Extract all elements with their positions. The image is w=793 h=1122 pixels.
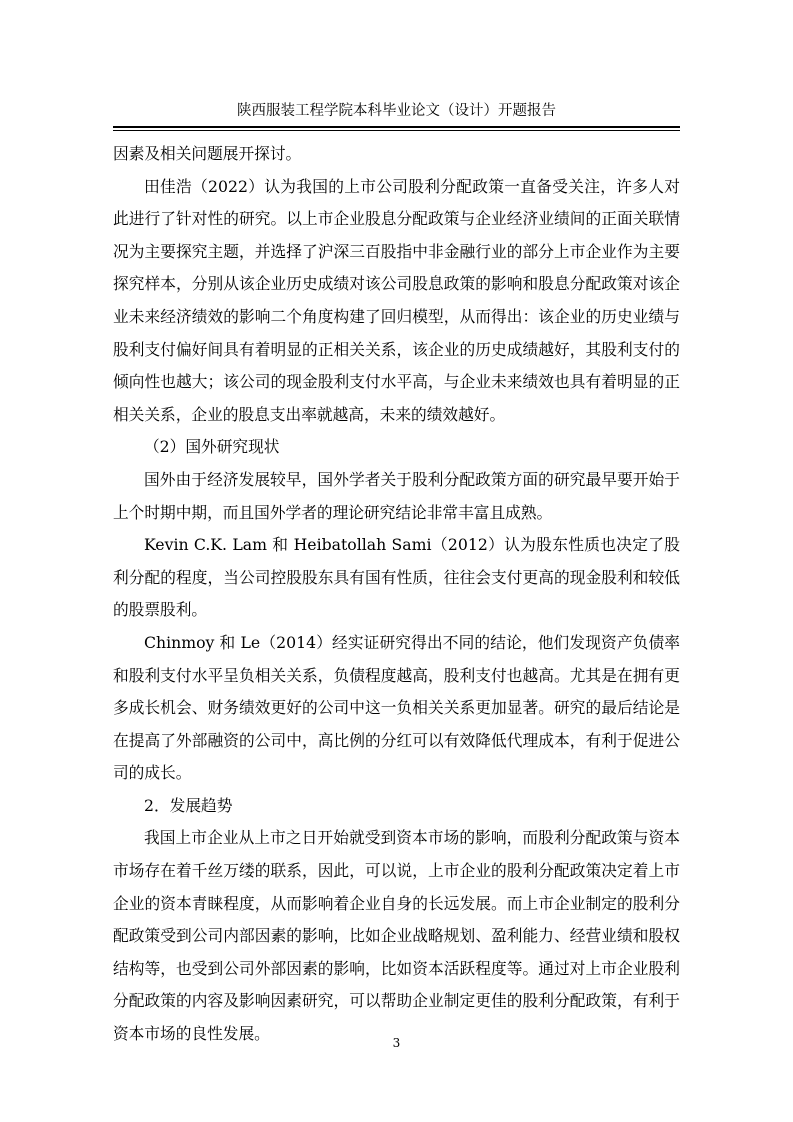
paragraph-continuation: 因素及相关问题展开探讨。 bbox=[113, 144, 302, 163]
section-heading-development-trend: 2．发展趋势 bbox=[144, 795, 233, 815]
section-heading-foreign-research: （2）国外研究现状 bbox=[144, 437, 280, 457]
page-number: 3 bbox=[392, 1036, 401, 1050]
paragraph-development-trend: 我国上市企业从上市之日开始就受到资本市场的影响，而股利分配政策与资本市场存在着千丝万缕的联系，因此，可以说，上市企业的股利分配政策决定着上市企业的资本青睐程度，从而影响着企业自身的长远发展。而上市企业制定的股利分配政策受到公司内部因素的影响，比如企业战略规划、盈利能力、经营业绩和股权结构等，也受到公司外部因素的影响，比如资本活跃程度等。通过对上市企业股利分配政策的内容及影响因素研究，可以帮助企业制定更佳的股利分配政策，有利于资本市场的良性发展。 bbox=[113, 828, 680, 1044]
paragraph-chinmoy-le: Chinmoy 和 Le（2014）经实证研究得出不同的结论，他们发现资产负债率和股利支付水平呈负相关关系，负债程度越高，股利支付也越高。尤其是在拥有更多成长机会、财务绩效更好的公司中这一负相关关系更加显著。研究的最后结论是在提高了外部融资的公司中，高比例的分红可以有效降低代理成本，有利于促进公司的成长。 bbox=[113, 632, 680, 783]
paragraph-tian-jiahao: 田佳浩（2022）认为我国的上市公司股利分配政策一直备受关注，许多人对此进行了针对性的研究。以上市企业股息分配政策与企业经济业绩间的正面关联情况为主要探究主题，并选择了沪深三百股指中非金融行业的部分上市企业作为主要探究样本，分别从该企业历史成绩对该公司股息政策的影响和股息分配政策对该企业未来经济绩效的影响二个角度构建了回归模型，从而得出：该企业的历史业绩与股利支付偏好间具有着明显的正相关关系，该企业的历史成绩越好，其股利支付的倾向性也越大；该公司的现金股利支付水平高，与企业未来绩效也具有着明显的正相关关系，企业的股息支出率就越高，未来的绩效越好。 bbox=[113, 176, 680, 424]
page-header: 陕西服装工程学院本科毕业论文（设计）开题报告 bbox=[237, 103, 556, 119]
header-rule-thin bbox=[113, 130, 680, 131]
header-rule-thick bbox=[113, 126, 680, 128]
document-body bbox=[113, 138, 680, 1051]
paragraph-lam-sami: Kevin C.K. Lam 和 Heibatollah Sami（2012）认为股东性质也决定了股利分配的程度，当公司控股股东具有国有性质，往往会支付更高的现金股利和较低的股票股利。 bbox=[113, 535, 680, 620]
paragraph-foreign-overview: 国外由于经济发展较早，国外学者关于股利分配政策方面的研究最早要开始于上个时期中期，而且国外学者的理论研究结论非常丰富且成熟。 bbox=[113, 469, 680, 522]
